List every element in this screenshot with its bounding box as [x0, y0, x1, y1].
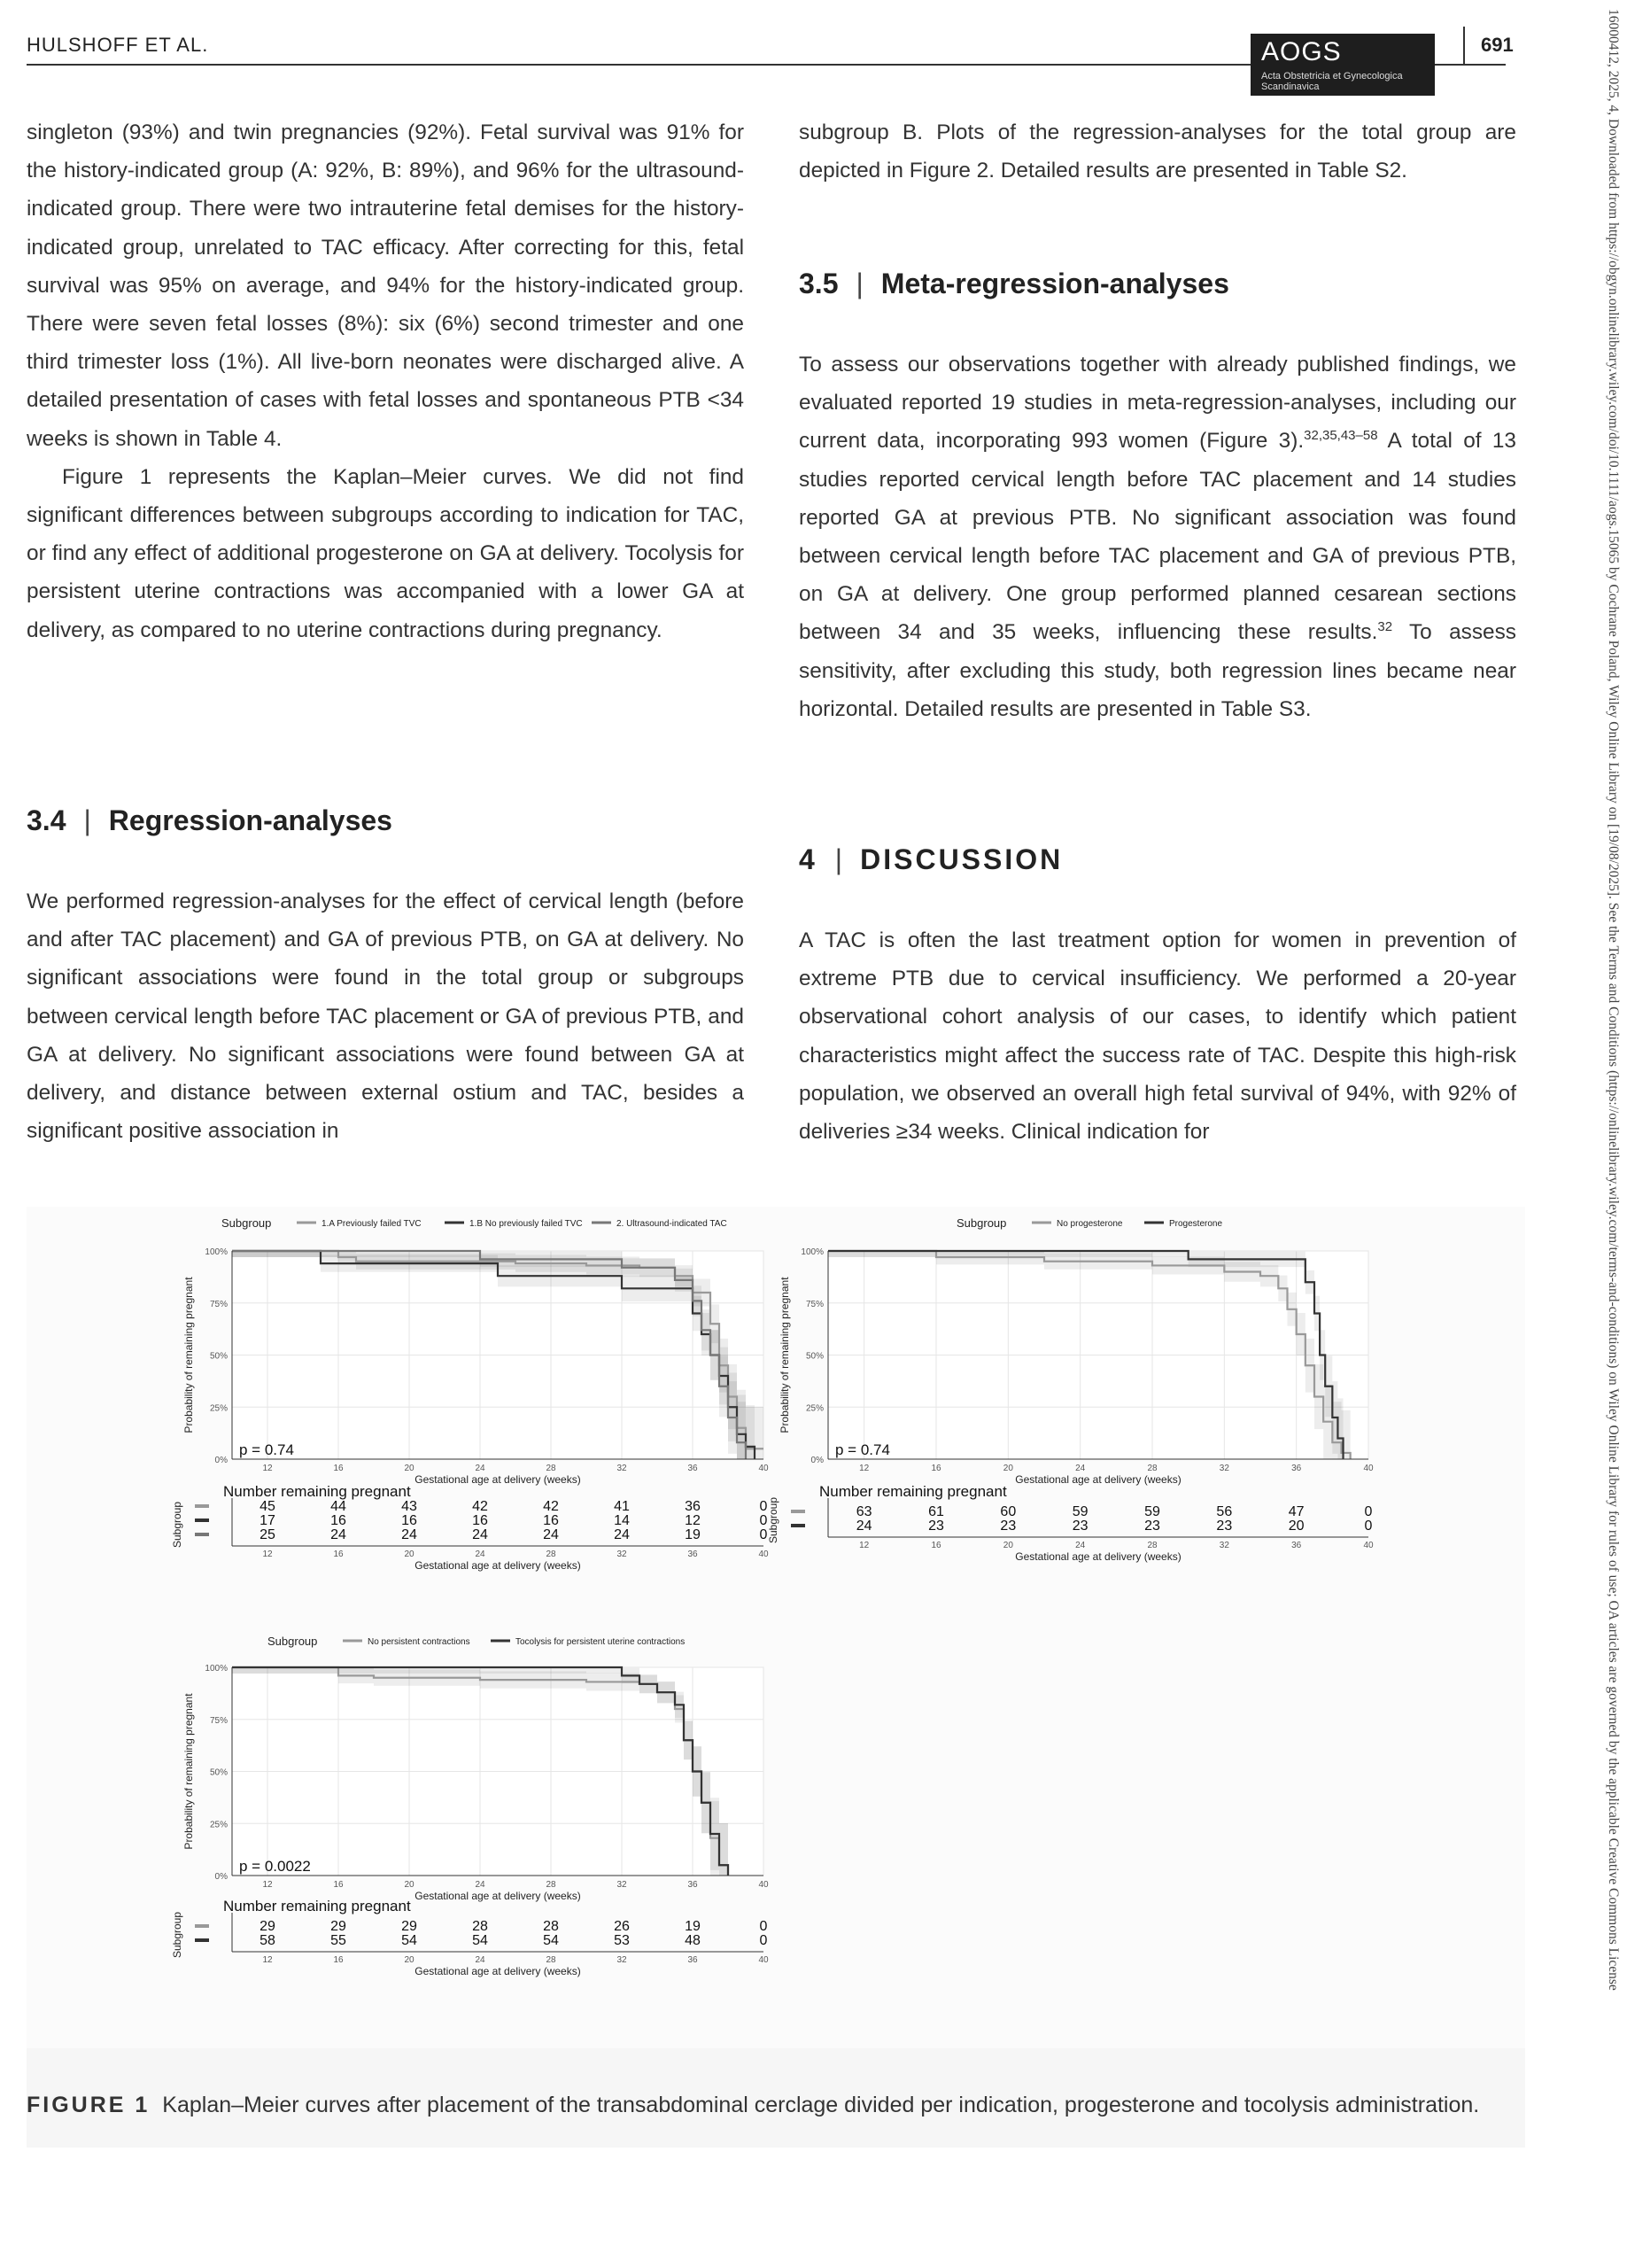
- section-heading-4: 4 | DISCUSSION: [799, 843, 1064, 875]
- section-heading-3-4: 3.4 | Regression-analyses: [27, 804, 392, 836]
- risk-x-tick-label: 36: [687, 1550, 698, 1559]
- risk-table-title: Number remaining pregnant: [223, 1898, 411, 1915]
- page-number-divider: [1463, 27, 1465, 66]
- x-tick-label: 16: [333, 1880, 344, 1890]
- risk-x-axis-label: Gestational age at delivery (weeks): [414, 1965, 581, 1977]
- risk-x-tick-label: 40: [1363, 1541, 1374, 1550]
- risk-x-tick-label: 28: [546, 1550, 556, 1559]
- left-column: [27, 113, 744, 649]
- x-tick-label: 20: [1003, 1464, 1013, 1473]
- risk-count: 14: [614, 1513, 630, 1528]
- km-panel: [767, 1216, 1374, 1563]
- risk-count: 16: [401, 1513, 417, 1528]
- x-tick-label: 12: [262, 1880, 273, 1890]
- risk-count: 42: [472, 1499, 488, 1514]
- risk-count: 59: [1144, 1504, 1160, 1519]
- risk-count: 19: [685, 1527, 701, 1542]
- risk-count: 23: [1144, 1518, 1160, 1534]
- kaplan-meier-figure: [27, 1207, 1525, 2048]
- risk-x-axis-label: Gestational age at delivery (weeks): [1015, 1550, 1182, 1563]
- risk-count: 58: [260, 1933, 275, 1948]
- risk-x-tick-label: 12: [859, 1541, 870, 1550]
- risk-count: 25: [260, 1527, 275, 1542]
- x-tick-label: 12: [262, 1464, 273, 1473]
- paragraph: [799, 346, 1516, 728]
- risk-x-tick-label: 28: [1147, 1541, 1158, 1550]
- x-tick-label: 16: [333, 1464, 344, 1473]
- risk-count: 48: [685, 1933, 701, 1948]
- y-tick-label: 50%: [805, 1351, 824, 1362]
- risk-count: 0: [1364, 1504, 1373, 1519]
- legend-entry: Progesterone: [1169, 1219, 1223, 1229]
- risk-count: 59: [1072, 1504, 1089, 1519]
- risk-count: 56: [1216, 1504, 1233, 1519]
- x-tick-label: 28: [546, 1880, 556, 1890]
- risk-count: 16: [330, 1513, 346, 1528]
- legend-entry: No progesterone: [1057, 1219, 1123, 1229]
- km-panel: [171, 1216, 769, 1572]
- logo-sub1: Acta Obstetricia et Gynecologica: [1261, 71, 1403, 82]
- risk-count: 45: [260, 1499, 275, 1514]
- text-run: To assess sensitivity, after excluding this study, both regression lines became near horizontal. Detailed results are presented in Table S3.: [799, 620, 1516, 721]
- logo-title: AOGS: [1261, 37, 1342, 66]
- risk-count: 0: [759, 1499, 768, 1514]
- paragraph: subgroup B. Plots of the regression-analyses for the total group are depicted in Figure 2. Detailed results are presented in Table S2.: [799, 120, 1516, 183]
- risk-count: 54: [472, 1933, 488, 1948]
- y-tick-label: 75%: [209, 1715, 228, 1726]
- paragraph: A TAC is often the last treatment option for women in prevention of extreme PTB due to cervical insufficiency. We performed a 20-year observational cohort analysis of our cases, to identify which patient characteristics might affect the success rate of TAC. Despite this high-risk population, we observed an overall high fetal survival of 94%, with 92% of deliveries ≥34 weeks. Clinical indication for: [799, 928, 1516, 1145]
- risk-count: 0: [759, 1513, 768, 1528]
- risk-count: 23: [1072, 1518, 1089, 1534]
- risk-count: 0: [759, 1933, 768, 1948]
- x-axis-label: Gestational age at delivery (weeks): [414, 1473, 581, 1486]
- risk-x-tick-label: 16: [333, 1550, 344, 1559]
- risk-x-tick-label: 32: [616, 1955, 627, 1965]
- risk-count: 24: [543, 1527, 559, 1542]
- risk-x-tick-label: 16: [931, 1541, 941, 1550]
- risk-count: 42: [543, 1499, 559, 1514]
- text-run: A total of 13 studies reported cervical length before TAC placement and 14 studies reported GA at previous PTB. No significant association was found between cervical length before TAC placement and GA of previous PTB, on GA at delivery. One group performed planned cesarean sections between 34 and 35 weeks, influencing these results.: [799, 429, 1516, 645]
- risk-count: 0: [759, 1527, 768, 1542]
- section-number: 3.4: [27, 804, 66, 836]
- risk-count: 54: [401, 1933, 417, 1948]
- right-column: [799, 113, 1516, 190]
- risk-count: 29: [260, 1919, 275, 1934]
- x-tick-label: 24: [475, 1880, 485, 1890]
- risk-x-tick-label: 24: [475, 1550, 485, 1559]
- section-heading-3-5: 3.5 | Meta-regression-analyses: [799, 268, 1229, 299]
- y-tick-label: 50%: [209, 1351, 228, 1362]
- x-tick-label: 16: [931, 1464, 941, 1473]
- legend-entry: Tocolysis for persistent uterine contractions: [515, 1637, 686, 1647]
- risk-y-axis-label: Subgroup: [171, 1501, 183, 1549]
- y-axis-label: Probability of remaining pregnant: [779, 1277, 791, 1433]
- risk-x-tick-label: 24: [1075, 1541, 1086, 1550]
- logo-subtitle: [1261, 71, 1403, 92]
- p-value-label: p = 0.74: [239, 1441, 294, 1458]
- x-tick-label: 28: [1147, 1464, 1158, 1473]
- right-column-mid: [799, 346, 1516, 728]
- km-panel: [171, 1635, 769, 1977]
- risk-table-title: Number remaining pregnant: [223, 1483, 411, 1500]
- risk-x-tick-label: 12: [262, 1955, 273, 1965]
- risk-count: 61: [928, 1504, 944, 1519]
- x-tick-label: 40: [758, 1880, 769, 1890]
- aogs-logo: [1251, 34, 1435, 96]
- x-tick-label: 32: [616, 1880, 627, 1890]
- risk-count: 16: [472, 1513, 488, 1528]
- paragraph: Figure 1 represents the Kaplan–Meier curves. We did not find significant differences between subgroups according to indication for TAC, or find any effect of additional progesterone on GA at delivery. Tocolysis for persistent uterine contractions was accompanied with a lower GA at delivery, as compared to no uterine contractions during pregnancy.: [27, 464, 744, 642]
- x-tick-label: 20: [404, 1880, 414, 1890]
- x-tick-label: 36: [1291, 1464, 1302, 1473]
- risk-x-tick-label: 28: [546, 1955, 556, 1965]
- risk-count: 23: [1216, 1518, 1233, 1534]
- risk-count: 24: [401, 1527, 417, 1542]
- caption-label: FIGURE 1: [27, 2093, 151, 2117]
- legend-entry: No persistent contractions: [368, 1637, 470, 1647]
- risk-count: 24: [614, 1527, 630, 1542]
- risk-count: 23: [1000, 1518, 1017, 1534]
- risk-y-axis-label: Subgroup: [767, 1496, 779, 1544]
- risk-count: 24: [330, 1527, 346, 1542]
- page-number: 691: [1481, 34, 1514, 56]
- section-title: Regression-analyses: [108, 804, 392, 836]
- citation-superscript: 32,35,43–58: [1304, 428, 1378, 444]
- legend-title: Subgroup: [957, 1216, 1007, 1230]
- y-axis-label: Probability of remaining pregnant: [182, 1277, 195, 1433]
- risk-table-title: Number remaining pregnant: [819, 1483, 1007, 1500]
- risk-x-tick-label: 16: [333, 1955, 344, 1965]
- y-tick-label: 100%: [801, 1247, 824, 1257]
- risk-count: 44: [330, 1499, 346, 1514]
- risk-x-tick-label: 24: [475, 1955, 485, 1965]
- text-run: To assess our observations together with already published findings, we evaluated reported 19 studies in meta-regression-analyses, including our current data, incorporating 993 women (Figure 3).: [799, 353, 1516, 454]
- risk-y-axis-label: Subgroup: [171, 1911, 183, 1959]
- left-column-lower: [27, 882, 744, 1150]
- risk-count: 24: [856, 1518, 872, 1534]
- risk-x-tick-label: 32: [1219, 1541, 1229, 1550]
- x-axis-label: Gestational age at delivery (weeks): [414, 1890, 581, 1902]
- risk-count: 41: [614, 1499, 630, 1514]
- x-tick-label: 40: [758, 1464, 769, 1473]
- risk-count: 0: [759, 1919, 768, 1934]
- x-tick-label: 24: [1075, 1464, 1086, 1473]
- legend-title: Subgroup: [221, 1216, 272, 1230]
- legend-entry: 2. Ultrasound-indicated TAC: [616, 1219, 727, 1229]
- risk-count: 26: [614, 1919, 630, 1934]
- x-tick-label: 28: [546, 1464, 556, 1473]
- risk-x-tick-label: 20: [1003, 1541, 1013, 1550]
- y-tick-label: 100%: [205, 1247, 228, 1257]
- y-tick-label: 100%: [205, 1664, 228, 1674]
- risk-count: 60: [1000, 1504, 1017, 1519]
- legend-entry: 1.A Previously failed TVC: [322, 1219, 422, 1229]
- risk-count: 24: [472, 1527, 488, 1542]
- risk-count: 53: [614, 1933, 630, 1948]
- risk-count: 0: [1364, 1518, 1373, 1534]
- risk-x-tick-label: 40: [758, 1550, 769, 1559]
- x-tick-label: 20: [404, 1464, 414, 1473]
- x-axis-label: Gestational age at delivery (weeks): [1015, 1473, 1182, 1486]
- risk-count: 19: [685, 1919, 701, 1934]
- y-tick-label: 25%: [209, 1820, 228, 1830]
- risk-x-tick-label: 40: [758, 1955, 769, 1965]
- x-tick-label: 36: [687, 1880, 698, 1890]
- x-tick-label: 36: [687, 1464, 698, 1473]
- x-tick-label: 24: [475, 1464, 485, 1473]
- risk-x-axis-label: Gestational age at delivery (weeks): [414, 1559, 581, 1572]
- risk-count: 47: [1288, 1504, 1305, 1519]
- risk-count: 36: [685, 1499, 701, 1514]
- risk-x-tick-label: 32: [616, 1550, 627, 1559]
- risk-count: 43: [401, 1499, 417, 1514]
- legend-title: Subgroup: [267, 1635, 318, 1648]
- section-title: Meta-regression-analyses: [880, 268, 1229, 299]
- figure-caption: [27, 2089, 1515, 2121]
- risk-x-tick-label: 12: [262, 1550, 273, 1559]
- y-tick-label: 75%: [209, 1299, 228, 1309]
- right-column-lower: [799, 921, 1516, 1151]
- risk-count: 55: [330, 1933, 346, 1948]
- risk-count: 23: [928, 1518, 944, 1534]
- x-tick-label: 32: [1219, 1464, 1229, 1473]
- risk-count: 12: [685, 1513, 701, 1528]
- x-tick-label: 40: [1363, 1464, 1374, 1473]
- section-number: 3.5: [799, 268, 839, 299]
- x-tick-label: 32: [616, 1464, 627, 1473]
- y-tick-label: 25%: [209, 1403, 228, 1414]
- risk-x-tick-label: 36: [687, 1955, 698, 1965]
- risk-count: 29: [330, 1919, 346, 1934]
- citation-superscript: 32: [1377, 619, 1393, 635]
- legend-entry: 1.B No previously failed TVC: [469, 1219, 583, 1229]
- risk-count: 29: [401, 1919, 417, 1934]
- p-value-label: p = 0.74: [835, 1441, 890, 1458]
- paragraph: singleton (93%) and twin pregnancies (92%). Fetal survival was 91% for the history-indicated group (A: 92%, B: 89%), and 96% for the ultrasound-indicated group. There were two intrauterine fetal demises for the history-indicated group, unrelated to TAC efficacy. After correcting for this, fetal survival was 95% on average, and 94% for the history-indicated group. There were seven fetal losses (8%): six (6%) second trimester and one third trimester loss (1%). All live-born neonates were discharged alive. A detailed presentation of cases with fetal losses and spontaneous PTB <34 weeks is shown in Table 4.: [27, 120, 744, 451]
- risk-x-tick-label: 20: [404, 1955, 414, 1965]
- y-tick-label: 0%: [214, 1456, 228, 1465]
- risk-count: 20: [1288, 1518, 1305, 1534]
- risk-count: 54: [543, 1933, 559, 1948]
- y-tick-label: 0%: [214, 1872, 228, 1882]
- x-tick-label: 12: [859, 1464, 870, 1473]
- running-head: HULSHOFF ET AL.: [27, 34, 209, 56]
- y-axis-label: Probability of remaining pregnant: [182, 1693, 195, 1850]
- risk-x-tick-label: 36: [1291, 1541, 1302, 1550]
- p-value-label: p = 0.0022: [239, 1858, 311, 1875]
- y-tick-label: 50%: [209, 1767, 228, 1778]
- y-tick-label: 0%: [810, 1456, 824, 1465]
- risk-count: 28: [472, 1919, 488, 1934]
- section-title: DISCUSSION: [860, 843, 1064, 875]
- risk-count: 28: [543, 1919, 559, 1934]
- download-note: 16000412, 2025, 4, Downloaded from https://obgyn.onlinelibrary.wiley.com/doi/10.1111/aogs.15065 by Cochrane Poland, Wiley Online Library on [19/08/2025]. See the Terms and Conditions (https://onlinelibrary.wiley.com/terms-and-conditions) on Wiley Online Library for rules of use; OA articles are governed by the applicable Creative Commons License: [1606, 9, 1621, 1991]
- risk-count: 17: [260, 1513, 275, 1528]
- risk-count: 63: [856, 1504, 872, 1519]
- caption-text: Kaplan–Meier curves after placement of the transabdominal cerclage divided per indication, progesterone and tocolysis administration.: [162, 2093, 1480, 2117]
- logo-sub2: Scandinavica: [1261, 82, 1320, 92]
- section-number: 4: [799, 843, 817, 875]
- paragraph: We performed regression-analyses for the effect of cervical length (before and after TAC placement) and GA of previous PTB, on GA at delivery. No significant associations were found in the total group or subgroups between cervical length before TAC placement or GA of previous PTB, and GA at delivery. No significant associations were found between GA at delivery, and distance between external ostium and TAC, besides a significant positive association in: [27, 889, 744, 1144]
- y-tick-label: 25%: [805, 1403, 824, 1414]
- risk-x-tick-label: 20: [404, 1550, 414, 1559]
- y-tick-label: 75%: [805, 1299, 824, 1309]
- risk-count: 16: [543, 1513, 559, 1528]
